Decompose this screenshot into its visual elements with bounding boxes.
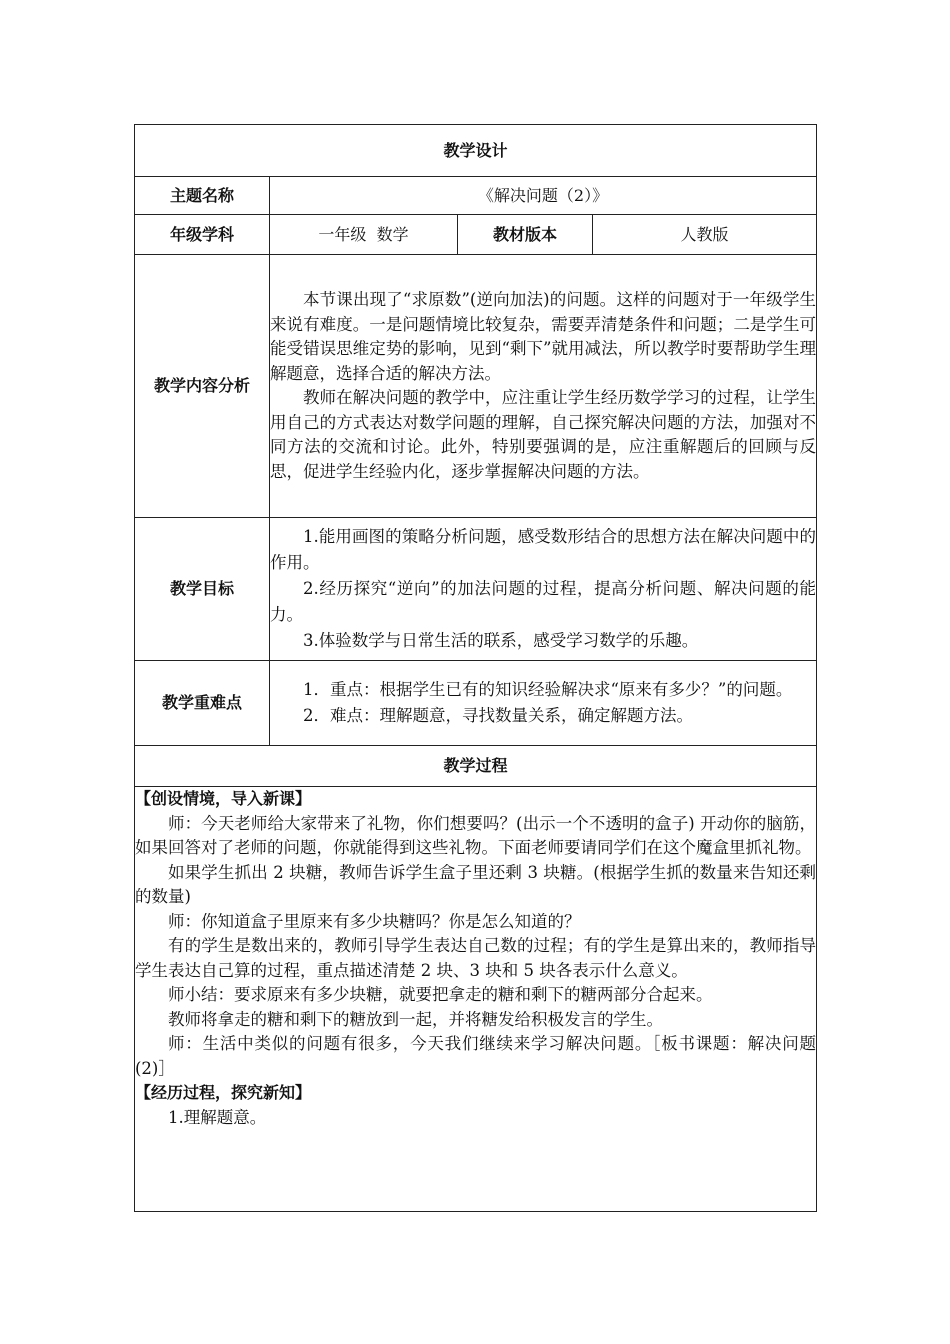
process-body xyxy=(135,787,817,1212)
grade-label: 年级学科 xyxy=(135,215,270,255)
content-paragraph: 本节课出现了“求原数”(逆向加法)的问题。这样的问题对于一年级学生来说有难度。一是问题情境比较复杂，需要弄清楚条件和问题；二是学生可能受错误思维定势的影响，见到“剩下”就用减法，所以教学时要帮助学生理解题意，选择合适的解决方法。 xyxy=(270,290,817,383)
process-paragraph: 有的学生是数出来的，教师引导学生表达自己数的过程；有的学生是算出来的，教师指导学生表达自己算的过程，重点描述清楚 2 块、3 块和 5 块各表示什么意义。 xyxy=(135,936,817,980)
edition-value: 人教版 xyxy=(593,215,817,255)
process-paragraph: 师小结：要求原来有多少块糖，就要把拿走的糖和剩下的糖两部分合起来。 xyxy=(168,985,713,1004)
content-analysis-text xyxy=(270,255,817,518)
process-paragraph: 1.理解题意。 xyxy=(168,1107,267,1127)
keypoint-item: 1．重点：根据学生已有的知识经验解决求“原来有多少？”的问题。 xyxy=(303,680,793,699)
section-title: 【经历过程，探究新知】 xyxy=(135,1083,312,1102)
process-heading: 教学过程 xyxy=(135,746,817,787)
goals-label: 教学目标 xyxy=(135,518,270,661)
keypoints-label: 教学重难点 xyxy=(135,661,270,746)
content-paragraph: 教师在解决问题的教学中，应注重让学生经历数学学习的过程，让学生用自己的方式表达对数学问题的理解，自己探究解决问题的方法，加强对不同方法的交流和讨论。此外，特别要强调的是，应注重解题后的回顾与反思，促进学生经验内化，逐步掌握解决问题的方法。 xyxy=(270,388,817,481)
process-paragraph: 教师将拿走的糖和剩下的糖放到一起，并将糖发给积极发言的学生。 xyxy=(168,1009,663,1029)
process-paragraph: 师：生活中类似的问题有很多，今天我们继续来学习解决问题。［板书课题：解决问题(2)］ xyxy=(135,1034,817,1078)
goal-item: 3.体验数学与日常生活的联系，感受学习数学的乐趣。 xyxy=(303,631,699,650)
section-title: 【创设情境，导入新课】 xyxy=(135,789,312,808)
keypoint-item: 2．难点：理解题意，寻找数量关系，确定解题方法。 xyxy=(303,706,693,725)
topic-label: 主题名称 xyxy=(135,177,270,215)
goals-text xyxy=(270,518,817,661)
process-paragraph: 师：今天老师给大家带来了礼物，你们想要吗？(出示一个不透明的盒子) 开动你的脑筋，如果回答对了老师的问题，你就能得到这些礼物。下面老师要请同学们在这个魔盒里抓礼物。 xyxy=(135,813,817,857)
edition-label: 教材版本 xyxy=(458,215,593,255)
process-paragraph: 如果学生抓出 2 块糖，教师告诉学生盒子里还剩 3 块糖。(根据学生抓的数量来告知还剩的数量) xyxy=(135,862,817,906)
document-title: 教学设计 xyxy=(135,125,817,177)
goal-item: 2.经历探究“逆向”的加法问题的过程，提高分析问题、解决问题的能力。 xyxy=(270,579,817,624)
process-paragraph: 师：你知道盒子里原来有多少块糖吗？你是怎么知道的？ xyxy=(168,911,581,931)
lesson-plan-table xyxy=(134,124,817,1212)
goal-item: 1.能用画图的策略分析问题，感受数形结合的思想方法在解决问题中的作用。 xyxy=(270,527,817,572)
content-analysis-label: 教学内容分析 xyxy=(135,255,270,518)
topic-value: 《解决问题（2）》 xyxy=(270,177,817,215)
keypoints-text xyxy=(270,661,817,746)
grade-value: 一年级 数学 xyxy=(270,215,458,255)
